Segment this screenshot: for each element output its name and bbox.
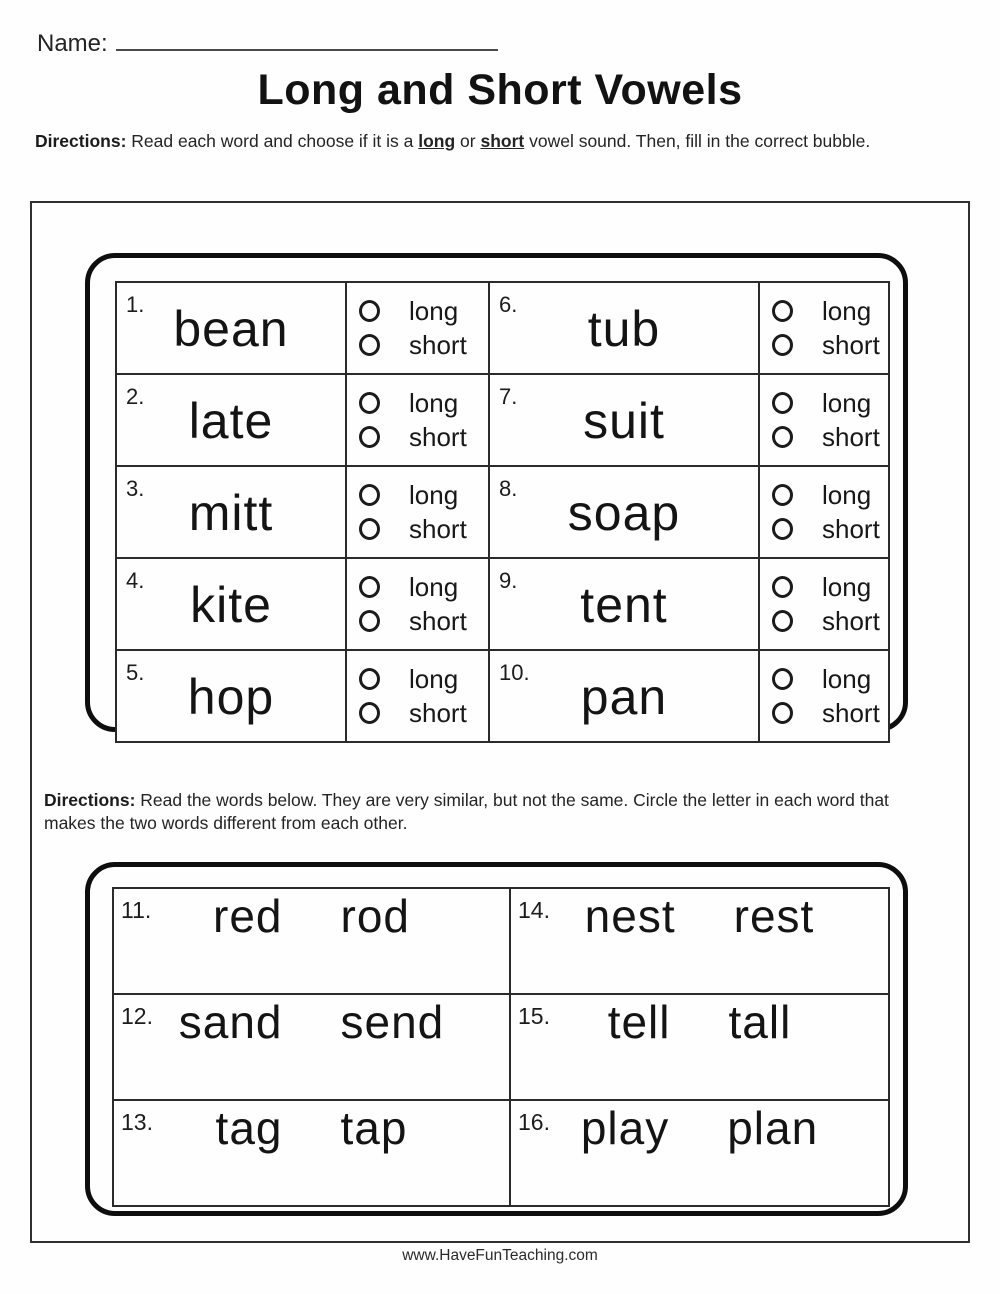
bubble-label-short: short [822,605,880,636]
question-number: 15. [518,1003,550,1029]
bubble-short[interactable] [772,702,793,724]
bubble-long[interactable] [359,484,380,506]
bubble-short[interactable] [359,426,380,448]
pair-cell [113,888,510,994]
word-cell [489,282,759,374]
long-option [772,387,888,418]
short-option [359,329,488,360]
question-number: 4. [126,568,145,593]
long-keyword: long [418,131,456,151]
long-option [359,295,488,326]
bubble-label-short: short [822,697,880,728]
long-option [772,663,888,694]
bubble-cell [346,374,489,466]
question-number: 6. [499,292,518,317]
question-number: 16. [518,1109,550,1135]
bubble-label-short: short [822,421,880,452]
question-number: 3. [126,476,145,501]
vowel-table [115,281,890,743]
bubble-label-short: short [409,605,467,636]
short-keyword: short [480,131,525,151]
word-cell [489,650,759,742]
vowel-word: tent [580,577,668,633]
bubble-label-long: long [409,479,459,510]
question-number: 14. [518,897,550,923]
bubble-cell [346,650,489,742]
pair-word-right[interactable]: plan [727,1102,819,1154]
short-option [359,513,488,544]
pair-word-left[interactable]: tag [215,1102,283,1154]
bubble-long[interactable] [359,668,380,690]
bubble-short[interactable] [772,610,793,632]
pair-word-left[interactable]: red [213,890,283,942]
short-option [772,329,888,360]
bubble-label-long: long [822,295,872,326]
question-number: 10. [499,660,530,685]
bubble-short[interactable] [359,334,380,356]
question-number: 13. [121,1109,153,1135]
bubble-cell [346,558,489,650]
short-option [772,513,888,544]
vowel-word: soap [567,485,681,541]
directions-first-label: Directions: [35,131,127,151]
table-row [116,466,889,558]
bubble-label-short: short [409,329,467,360]
short-option [772,421,888,452]
pair-word-right[interactable]: tall [728,996,792,1048]
bubble-short[interactable] [359,610,380,632]
vowel-word: late [188,393,274,449]
name-label: Name: [37,30,108,57]
pair-word-right[interactable]: send [340,996,445,1048]
pair-word-left[interactable]: play [580,1102,670,1154]
long-option [772,295,888,326]
question-number: 8. [499,476,518,501]
bubble-cell [346,466,489,558]
vowel-word: bean [173,301,289,357]
pair-cell [510,994,889,1100]
word-cell [489,466,759,558]
bubble-long[interactable] [359,300,380,322]
directions-second: Directions: Read the words below. They are very similar, but not the same. Circle the letter in each word that makes the two words different from each other. [44,790,889,833]
bubble-short[interactable] [359,702,380,724]
bubble-cell [759,650,889,742]
short-option [359,697,488,728]
short-option [359,421,488,452]
bubble-short[interactable] [772,334,793,356]
bubble-label-short: short [409,513,467,544]
bubble-label-long: long [409,387,459,418]
long-option [772,479,888,510]
question-number: 1. [126,292,145,317]
vowel-word: mitt [188,485,274,541]
pair-cell [113,1100,510,1206]
short-option [772,697,888,728]
bubble-long[interactable] [772,576,793,598]
word-cell [489,558,759,650]
pair-word-left[interactable]: tell [607,996,671,1048]
bubble-label-long: long [409,663,459,694]
pair-cell [510,888,889,994]
long-option [359,663,488,694]
table-row [113,888,889,994]
question-number: 5. [126,660,145,685]
vowel-word: pan [580,669,668,725]
bubble-label-short: short [822,513,880,544]
bubble-cell [759,374,889,466]
bubble-long[interactable] [772,484,793,506]
word-cell [116,374,346,466]
pair-word-left[interactable]: nest [584,890,676,942]
page-title: Long and Short Vowels [257,66,743,114]
question-number: 11. [121,897,152,923]
bubble-label-short: short [822,329,880,360]
vowel-word: tub [587,301,661,357]
long-option [359,479,488,510]
bubble-long[interactable] [359,392,380,414]
bubble-short[interactable] [359,518,380,540]
bubble-cell [759,558,889,650]
table-row [116,558,889,650]
table-row [113,1100,889,1206]
table-row [116,282,889,374]
long-option [359,571,488,602]
directions-second-label: Directions: [44,790,136,810]
word-cell [116,466,346,558]
word-pairs-table [112,887,890,1207]
long-option [359,387,488,418]
pair-cell [113,994,510,1100]
bubble-short[interactable] [772,426,793,448]
pair-word-right[interactable]: tap [340,1102,408,1154]
bubble-cell [346,282,489,374]
table-row [113,994,889,1100]
bubble-label-long: long [822,663,872,694]
pair-word-right[interactable]: rod [340,890,410,942]
bubble-label-long: long [409,295,459,326]
short-option [359,605,488,636]
bubble-label-short: short [409,421,467,452]
pair-cell [510,1100,889,1206]
pair-word-right[interactable]: rest [733,890,815,942]
pair-word-left[interactable]: sand [178,996,283,1048]
bubble-long[interactable] [772,392,793,414]
directions-first: Directions: Read each word and choose if it is a long or short vowel sound. Then, fill in the correct bubble. [35,131,871,151]
footer-url: www.HaveFunTeaching.com [402,1247,598,1264]
question-number: 12. [121,1003,153,1029]
bubble-long[interactable] [772,668,793,690]
name-line[interactable] [116,22,498,51]
word-cell [489,374,759,466]
bubble-label-long: long [409,571,459,602]
question-number: 7. [499,384,518,409]
bubble-long[interactable] [772,300,793,322]
question-number: 2. [126,384,145,409]
bubble-long[interactable] [359,576,380,598]
bubble-label-long: long [822,571,872,602]
word-cell [116,650,346,742]
question-number: 9. [499,568,518,593]
bubble-cell [759,282,889,374]
bubble-label-short: short [409,697,467,728]
short-option [772,605,888,636]
word-cell [116,558,346,650]
vowel-word: hop [187,669,275,725]
word-cell [116,282,346,374]
long-option [772,571,888,602]
vowel-word: kite [190,577,272,633]
vowel-word: suit [583,393,665,449]
table-row [116,650,889,742]
table-row [116,374,889,466]
bubble-label-long: long [822,479,872,510]
bubble-cell [759,466,889,558]
bubble-short[interactable] [772,518,793,540]
bubble-label-long: long [822,387,872,418]
